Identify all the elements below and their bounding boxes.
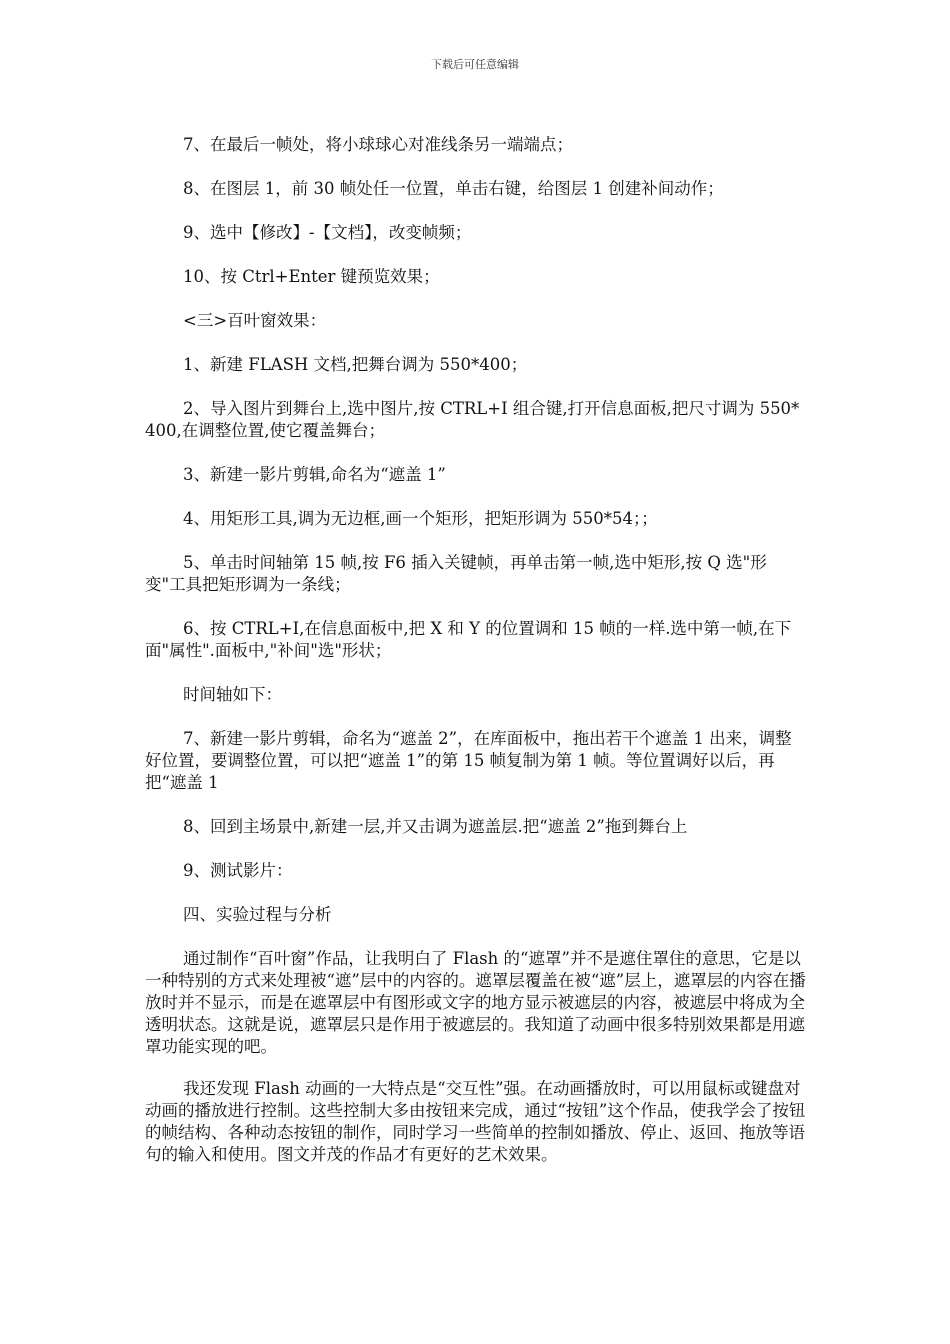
blinds-step-8-paragraph: 8、回到主场景中,新建一层,并又击调为遮盖层.把“遮盖 2”拖到舞台上 <box>183 817 688 836</box>
step-8-paragraph: 8、在图层 1，前 30 帧处任一位置，单击右键，给图层 1 创建补间动作； <box>183 179 724 198</box>
section-heading-analysis: 四、实验过程与分析 <box>183 905 332 924</box>
blinds-step-4-paragraph: 4、用矩形工具,调为无边框,画一个矩形，把矩形调为 550*54；； <box>183 509 658 528</box>
step-10-paragraph: 10、按 Ctrl+Enter 键预览效果； <box>183 267 440 286</box>
blinds-step-3-paragraph: 3、新建一影片剪辑,命名为“遮盖 1” <box>183 465 446 484</box>
blinds-step-5-paragraph: 5、单击时间轴第 15 帧,按 F6 插入关键帧，再单击第一帧,选中矩形,按 Q 选"形变"工具把矩形调为一条线； <box>145 553 767 594</box>
blinds-step-7-paragraph: 7、新建一影片剪辑，命名为“遮盖 2”，在库面板中，拖出若干个遮盖 1 出来，调整好位置，要调整位置，可以把“遮盖 1”的第 15 帧复制为第 1 帧。等位置调好以后，再把“遮盖 1 <box>145 729 792 792</box>
step-7-paragraph: 7、在最后一帧处，将小球球心对准线条另一端端点； <box>183 135 573 154</box>
analysis-interactivity-paragraph: 我还发现 Flash 动画的一大特点是“交互性”强。在动画播放时，可以用鼠标或键盘对动画的播放进行控制。这些控制大多由按钮来完成，通过“按钮”这个作品，使我学会了按钮的帧结构、各种动态按钮的制作，同时学习一些简单的控制如播放、停止、返回、拖放等语句的输入和使用。图文并茂的作品才有更好的艺术效果。 <box>145 1079 806 1164</box>
blinds-step-1-paragraph: 1、新建 FLASH 文档,把舞台调为 550*400； <box>183 355 528 374</box>
blinds-step-9-paragraph: 9、测试影片： <box>183 861 293 880</box>
analysis-mask-paragraph: 通过制作“百叶窗”作品，让我明白了 Flash 的“遮罩”并不是遮住罩住的意思，它是以一种特别的方式来处理被“遮”层中的内容的。遮罩层覆盖在被“遮”层上，遮罩层的内容在播放时并不显示，而是在遮罩层中有图形或文字的地方显示被遮层的内容，被遮层中将成为全透明状态。这就是说，遮罩层只是作用于被遮层的。我知道了动画中很多特别效果都是用遮罩功能实现的吧。 <box>145 949 806 1056</box>
section-heading-blinds: <三>百叶窗效果： <box>183 311 327 330</box>
blinds-step-2-paragraph: 2、导入图片到舞台上,选中图片,按 CTRL+I 组合键,打开信息面板,把尺寸调为 550*400,在调整位置,使它覆盖舞台； <box>145 399 800 440</box>
timeline-note-paragraph: 时间轴如下： <box>183 685 282 704</box>
page-header: 下载后可任意编辑 <box>431 58 519 71</box>
document-body <box>145 134 807 1186</box>
blinds-step-6-paragraph: 6、按 CTRL+I,在信息面板中,把 X 和 Y 的位置调和 15 帧的一样.选中第一帧,在下面"属性".面板中,"补间"选"形状； <box>145 619 792 660</box>
step-9-paragraph: 9、选中【修改】-【文档】，改变帧频； <box>183 223 472 242</box>
